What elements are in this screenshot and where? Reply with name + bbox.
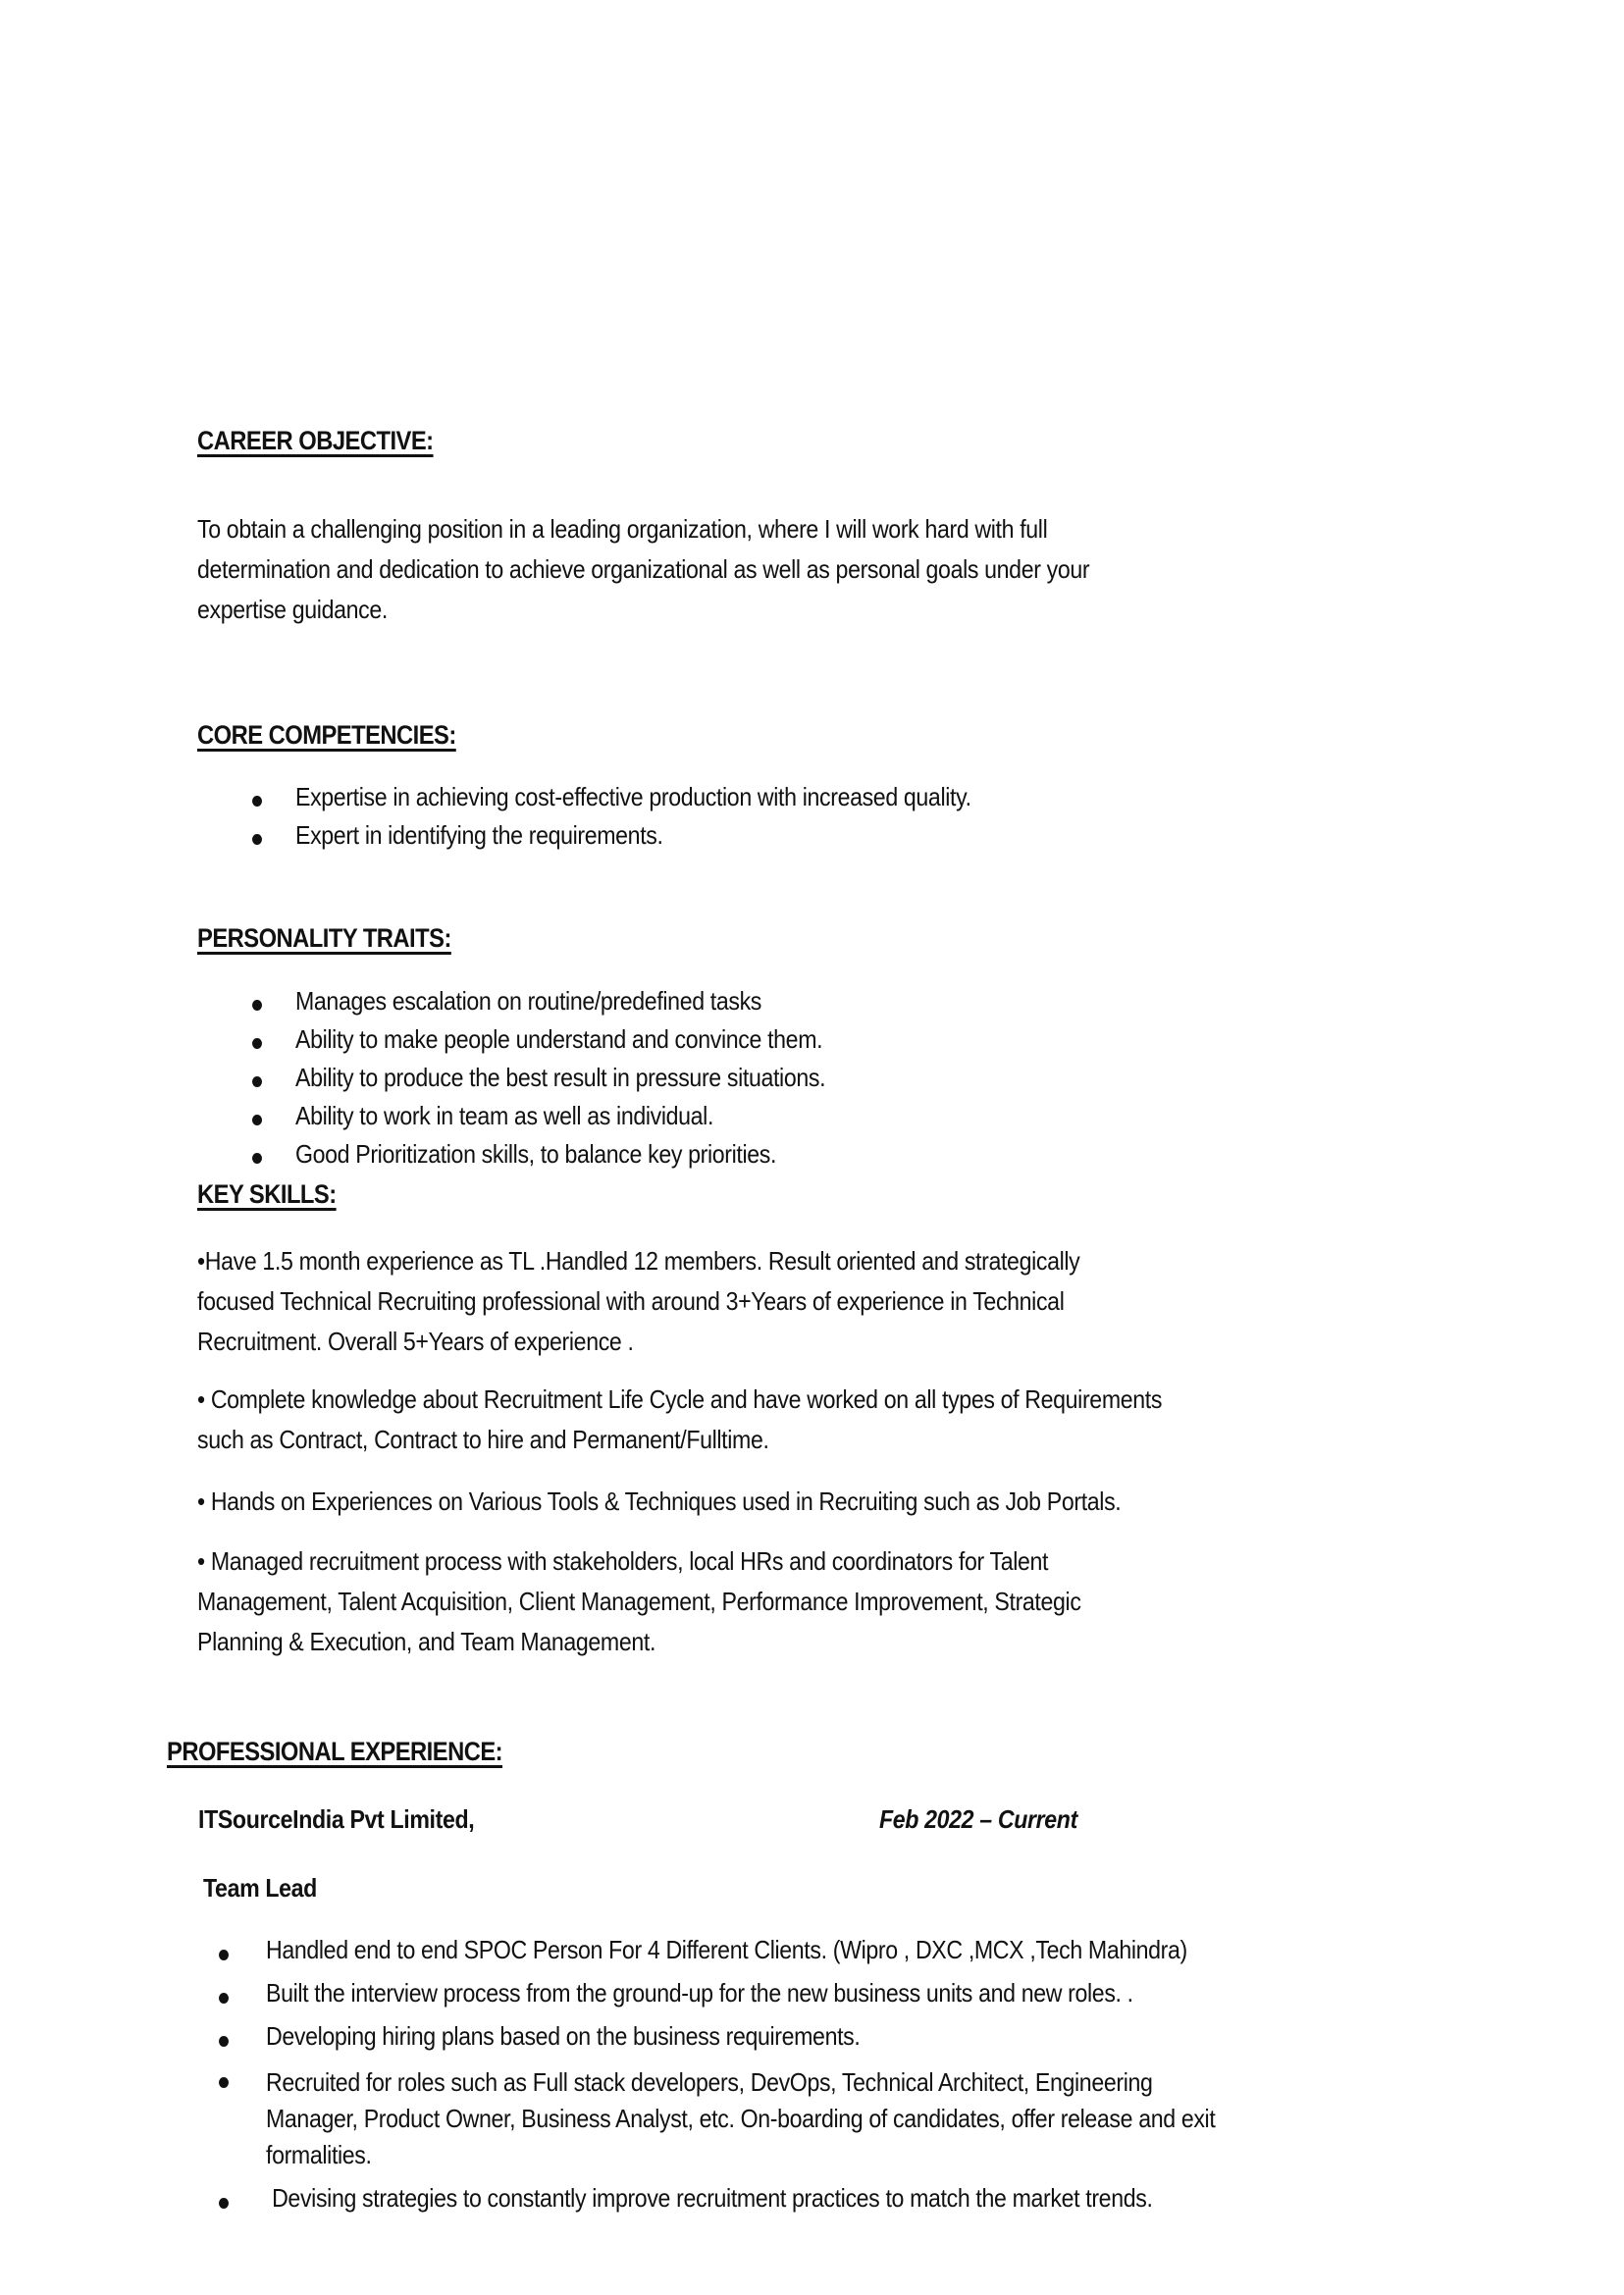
- key-skills-line: • Managed recruitment process with stakeholders, local HRs and coordinators for Talent: [197, 1546, 1049, 1576]
- list-item: Built the interview process from the ground-up for the new business units and new roles. .: [266, 1978, 1240, 2008]
- list-item: Handled end to end SPOC Person For 4 Different Clients. (Wipro , DXC ,MCX ,Tech Mahindra): [266, 1935, 1301, 1965]
- list-item: Ability to make people understand and convince them.: [295, 1024, 888, 1055]
- bullet-icon: [252, 1076, 262, 1087]
- list-item: Devising strategies to constantly improve recruitment practices to match the market trends.: [266, 2183, 1262, 2214]
- bullet-icon: [252, 1153, 262, 1164]
- bullet-icon: [252, 1000, 262, 1011]
- bullet-icon: [252, 1038, 262, 1049]
- bullet-icon: [219, 1950, 229, 1960]
- key-skills-line: such as Contract, Contract to hire and Permanent/Fulltime.: [197, 1425, 769, 1454]
- career-objective-line: expertise guidance.: [197, 595, 388, 624]
- bullet-icon: [219, 2077, 229, 2088]
- job-role: Team Lead: [203, 1873, 317, 1903]
- bullet-icon: [252, 834, 262, 845]
- professional-experience-heading: PROFESSIONAL EXPERIENCE:: [167, 1737, 503, 1766]
- bullet-icon: [219, 2198, 229, 2209]
- key-skills-line: focused Technical Recruiting professional with around 3+Years of experience in Technical: [197, 1286, 1065, 1316]
- key-skills-line: Planning & Execution, and Team Management.: [197, 1627, 656, 1656]
- list-item: Manages escalation on routine/predefined tasks: [295, 986, 819, 1017]
- bullet-icon: [219, 2036, 229, 2047]
- company-name: ITSourceIndia Pvt Limited,: [198, 1804, 475, 1834]
- key-skills-line: • Complete knowledge about Recruitment Life Cycle and have worked on all types of Requirements: [197, 1384, 1163, 1414]
- personality-traits-heading: PERSONALITY TRAITS:: [197, 923, 451, 953]
- key-skills-line: Recruitment. Overall 5+Years of experience .: [197, 1327, 634, 1356]
- bullet-icon: [219, 1993, 229, 2004]
- list-item: Expertise in achieving cost-effective production with increased quality.: [295, 782, 1055, 812]
- key-skills-heading: KEY SKILLS:: [197, 1179, 337, 1209]
- key-skills-line: Management, Talent Acquisition, Client Management, Performance Improvement, Strategic: [197, 1587, 1081, 1616]
- bullet-icon: [252, 1115, 262, 1125]
- employment-period: Feb 2022 – Current: [879, 1804, 1077, 1834]
- key-skills-line: •Have 1.5 month experience as TL .Handled 12 members. Result oriented and strategically: [197, 1246, 1080, 1276]
- career-objective-line: To obtain a challenging position in a leading organization, where I will work hard with full: [197, 514, 1048, 544]
- list-item: Good Prioritization skills, to balance key priorities.: [295, 1139, 836, 1170]
- bullet-icon: [252, 796, 262, 807]
- list-item: Recruited for roles such as Full stack developers, DevOps, Technical Architect, Engineering Manager, Product Owner, Business Analyst, etc. On-boarding of candidates, offer release and exit formalities.: [266, 2064, 1333, 2173]
- list-item: Ability to work in team as well as individual.: [295, 1101, 765, 1131]
- key-skills-line: • Hands on Experiences on Various Tools & Techniques used in Recruiting such as Job Portals.: [197, 1487, 1122, 1516]
- core-competencies-heading: CORE COMPETENCIES:: [197, 720, 456, 750]
- career-objective-line: determination and dedication to achieve organizational as well as personal goals under your: [197, 554, 1090, 584]
- list-item: Developing hiring plans based on the business requirements.: [266, 2021, 933, 2052]
- list-item: Ability to produce the best result in pressure situations.: [295, 1063, 891, 1093]
- career-objective-heading: CAREER OBJECTIVE:: [197, 426, 434, 455]
- list-item: Expert in identifying the requirements.: [295, 820, 708, 851]
